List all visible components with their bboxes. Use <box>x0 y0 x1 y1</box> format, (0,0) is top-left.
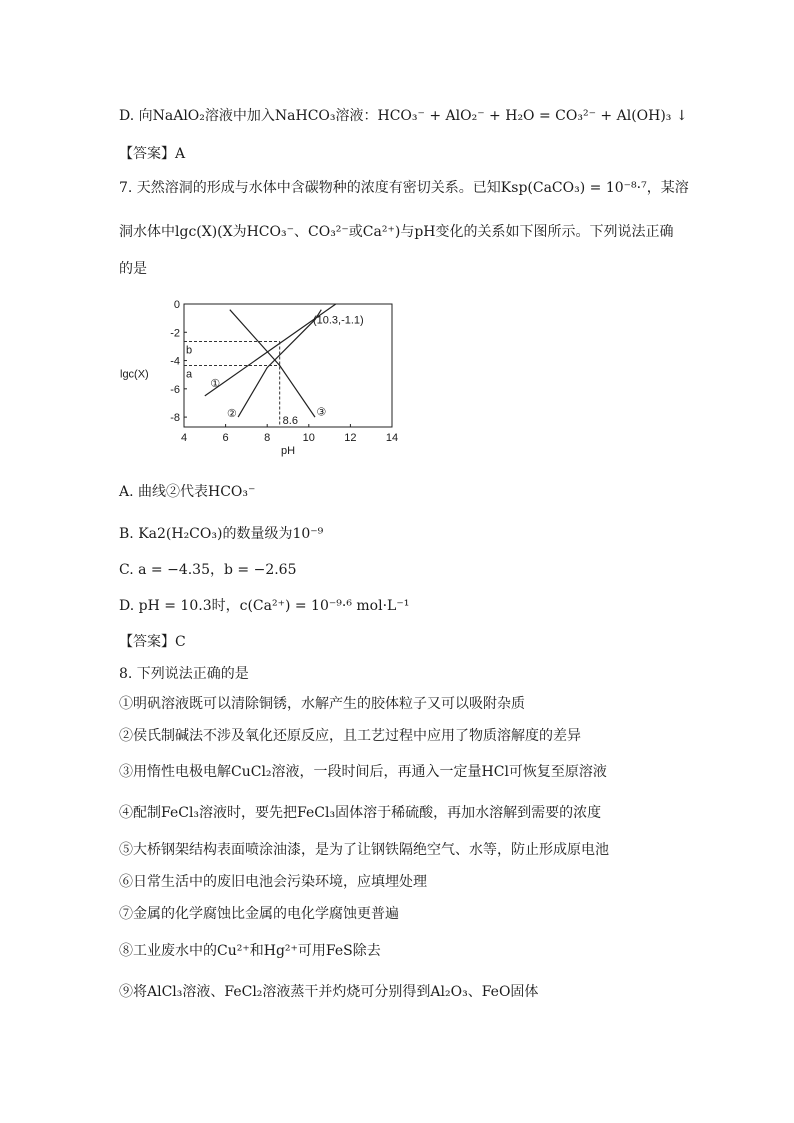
q6-option-d: D. 向NaAlO₂溶液中加入NaHCO₃溶液：HCO₃⁻ + AlO₂⁻ + H₂O = CO₃²⁻ + Al(OH)₃ ↓ <box>119 108 688 124</box>
q8-item-7: ⑦金属的化学腐蚀比金属的电化学腐蚀更普遍 <box>119 906 399 922</box>
q7-stem-line2: 洞水体中lgc(X)(X为HCO₃⁻、CO₃²⁻或Ca²⁺)与pH变化的关系如下图所示。下列说法正确 <box>119 224 674 240</box>
x-axis-label: pH <box>280 445 296 457</box>
q7-stem-line1: 7. 天然溶洞的形成与水体中含碳物种的浓度有密切关系。已知Ksp(CaCO₃) = 10⁻⁸·⁷，某溶 <box>119 180 689 196</box>
q8-item-3: ③用惰性电极电解CuCl₂溶液，一段时间后，再通入一定量HCl可恢复至原溶液 <box>119 764 607 780</box>
x-tick-label: 14 <box>385 432 399 444</box>
y-tick-label: -6 <box>170 383 180 396</box>
answer-6: 【答案】A <box>119 146 186 162</box>
curve-label-3: ③ <box>316 406 327 419</box>
q7-option-c: C. a = −4.35，b = −2.65 <box>119 562 297 578</box>
q8-item-4: ④配制FeCl₃溶液时，要先把FeCl₃固体溶于稀硫酸，再加水溶解到需要的浓度 <box>119 805 602 821</box>
b-label: b <box>186 344 193 357</box>
q8-item-2: ②侯氏制碱法不涉及氧化还原反应，且工艺过程中应用了物质溶解度的差异 <box>119 728 581 744</box>
curve-label-1: ① <box>210 378 221 391</box>
y-tick-label: 0 <box>173 299 180 311</box>
curve-3 <box>230 310 315 417</box>
y-axis-label: lgc(X) <box>120 368 149 381</box>
a-label: a <box>186 368 193 381</box>
q7-option-a: A. 曲线②代表HCO₃⁻ <box>119 484 256 500</box>
q8-item-6: ⑥日常生活中的废旧电池会污染环境，应填埋处理 <box>119 874 427 890</box>
y-tick-label: -2 <box>170 327 180 340</box>
x-tick-label: 4 <box>180 432 188 444</box>
q8-item-1: ①明矾溶液既可以清除铜锈，水解产生的胶体粒子又可以吸附杂质 <box>119 696 525 712</box>
curve-label-2: ② <box>226 407 237 420</box>
x-tick-label: 8 <box>264 432 271 444</box>
q8-stem: 8. 下列说法正确的是 <box>119 666 249 682</box>
answer-7: 【答案】C <box>119 634 186 650</box>
q8-item-9: ⑨将AlCl₃溶液、FeCl₂溶液蒸干并灼烧可分别得到Al₂O₃、FeO固体 <box>119 984 539 1000</box>
q7-option-b: B. Ka2(H₂CO₃)的数量级为10⁻⁹ <box>119 526 324 542</box>
lgc-ph-chart <box>118 294 408 466</box>
y-tick-label: -8 <box>170 412 180 425</box>
q7-stem-line3: 的是 <box>119 261 147 277</box>
q8-item-8: ⑧工业废水中的Cu²⁺和Hg²⁺可用FeS除去 <box>119 943 381 959</box>
x-tick-label: 6 <box>222 432 229 444</box>
point-label: (10.3,-1.1) <box>312 314 364 327</box>
x-tick-label: 12 <box>344 432 357 444</box>
q7-option-d: D. pH = 10.3时，c(Ca²⁺) = 10⁻⁹·⁶ mol·L⁻¹ <box>119 598 410 614</box>
chart-labels <box>120 315 364 457</box>
y-tick-label: -4 <box>170 355 180 368</box>
x-marker-label: 8.6 <box>282 415 298 427</box>
x-tick-label: 10 <box>302 432 315 444</box>
q8-item-5: ⑤大桥钢架结构表面喷涂油漆，是为了让钢铁隔绝空气、水等，防止形成原电池 <box>119 842 609 858</box>
